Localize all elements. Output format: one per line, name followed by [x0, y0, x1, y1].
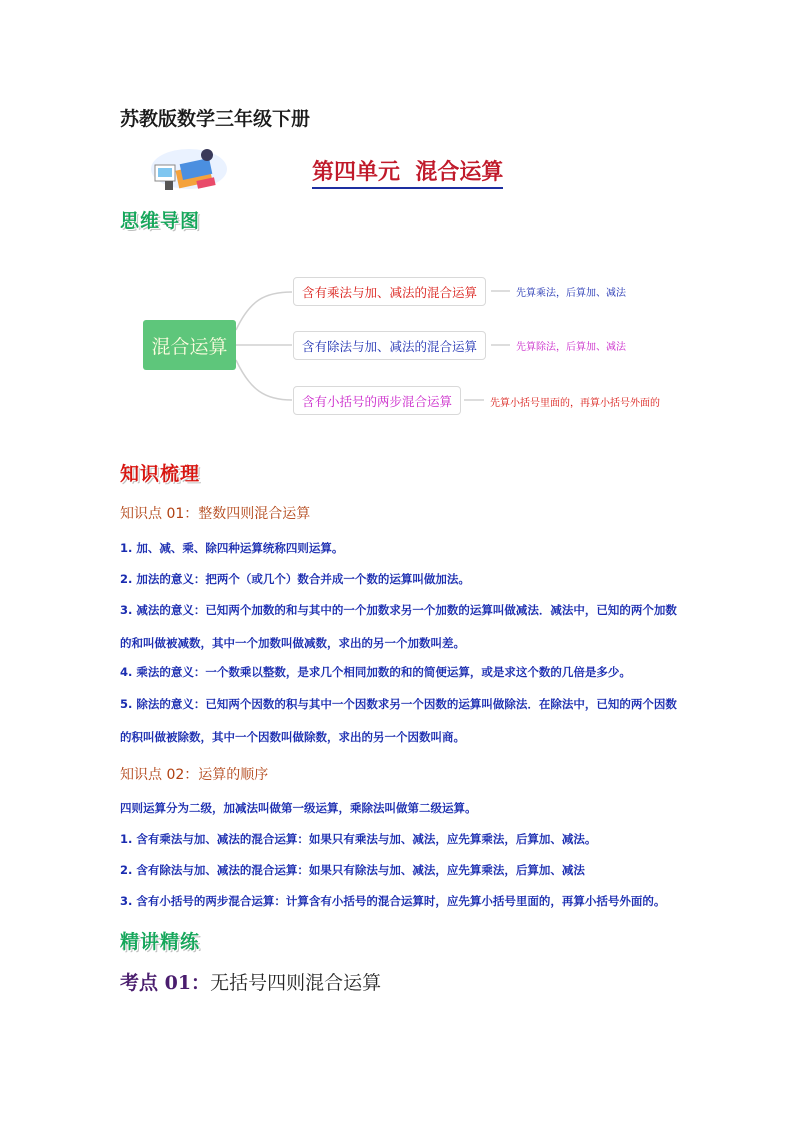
kaodian-label: 考点 01： [120, 972, 211, 994]
kp2-item: 2. 含有除法与加、减法的混合运算：如果只有除法与加、减法，应先算乘法，后算加、减法 [120, 863, 585, 877]
kp2-item: 四则运算分为二级，加减法叫做第一级运算，乘除法叫做第二级运算。 [120, 801, 477, 815]
mind-map-leaf: 先算乘法，后算加、减法 [516, 288, 626, 299]
mind-map-branch: 含有乘法与加、减法的混合运算 [293, 277, 486, 306]
kp1-item: 2. 加法的意义：把两个（或几个）数合并成一个数的运算叫做加法。 [120, 572, 470, 586]
kp2-item: 3. 含有小括号的两步混合运算：计算含有小括号的混合运算时，应先算小括号里面的，再算小括号外面的。 [120, 894, 666, 908]
kaodian-text: 无括号四则混合运算 [210, 972, 382, 994]
kp1-item: 1. 加、减、乘、除四种运算统称四则运算。 [120, 541, 344, 555]
kp1-item: 4. 乘法的意义：一个数乘以整数，是求几个相同加数的和的简便运算，或是求这个数的几倍是多少。 [120, 665, 631, 679]
book-title: 苏教版数学三年级下册 [120, 108, 311, 130]
section-title-practice: 精讲精练 [120, 931, 201, 953]
mind-map-center-node: 混合运算 [143, 320, 236, 370]
knowledge-point-1-title: 知识点 01：整数四则混合运算 [120, 506, 311, 522]
knowledge-point-2-title: 知识点 02：运算的顺序 [120, 767, 269, 783]
kp1-item: 5. 除法的意义：已知两个因数的积与其中一个因数求另一个因数的运算叫做除法．在除法中，已知的两个因数的积叫做被除数，其中一个因数叫做除数，求出的另一个因数叫商。 [120, 697, 677, 744]
kp1-item: 3. 减法的意义：已知两个加数的和与其中的一个加数求另一个加数的运算叫做减法．减法中，已知的两个加数的和叫做被减数，其中一个加数叫做减数，求出的另一个加数叫差。 [120, 603, 677, 650]
mind-map-branch: 含有小括号的两步混合运算 [293, 386, 461, 415]
mind-map-leaf: 先算小括号里面的，再算小括号外面的 [490, 398, 660, 409]
unit-title: 第四单元 混合运算 [312, 155, 503, 189]
kaodian-heading [120, 968, 381, 995]
section-title-mind-map: 思维导图 [120, 210, 201, 232]
mind-map-leaf: 先算除法，后算加、减法 [516, 342, 626, 353]
mind-map-branch: 含有除法与加、减法的混合运算 [293, 331, 486, 360]
kp2-item: 1. 含有乘法与加、减法的混合运算：如果只有乘法与加、减法，应先算乘法，后算加、减法。 [120, 832, 597, 846]
mind-map-connectors [0, 0, 794, 440]
section-title-knowledge: 知识梳理 [120, 463, 201, 485]
